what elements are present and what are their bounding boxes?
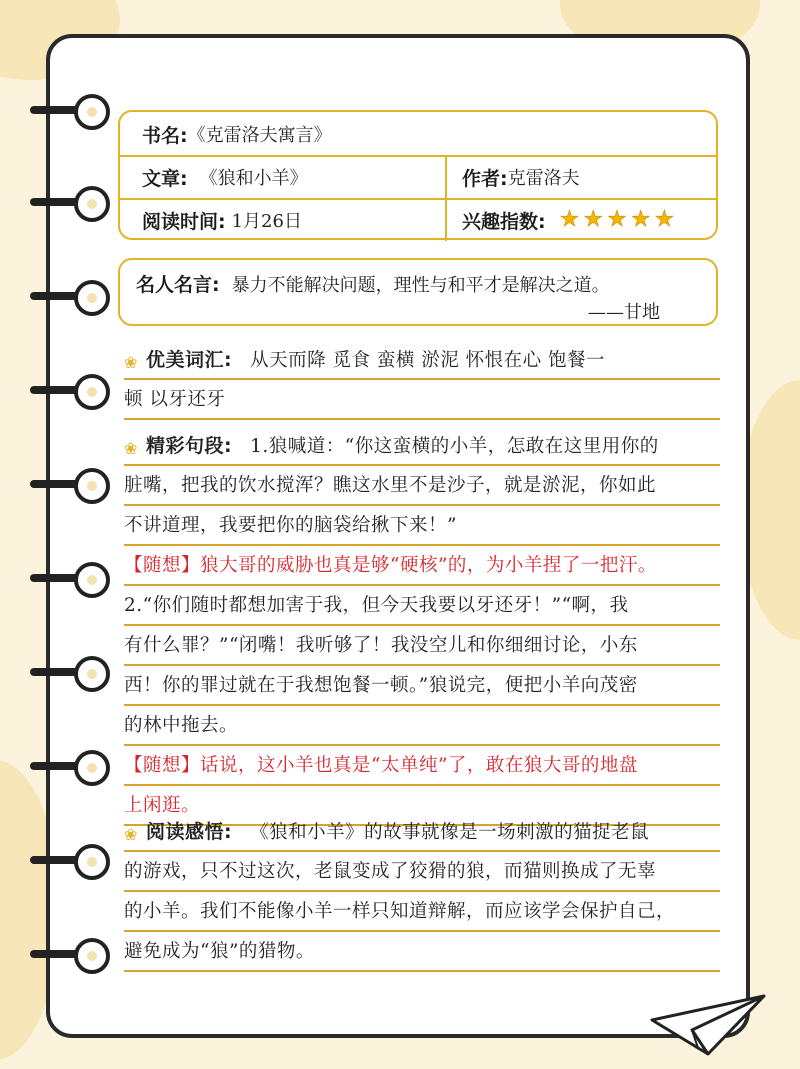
spiral-ring <box>30 278 114 318</box>
reflection-section <box>124 812 720 972</box>
article-label: 文章: <box>142 167 188 190</box>
book-title-row <box>142 113 332 155</box>
spiral-ring <box>30 560 114 600</box>
sentence-line: 脏嘴，把我的饮水搅浑？瞧这水里不是沙子，就是淤泥，你如此 <box>124 466 720 506</box>
famous-quote-box <box>118 258 718 326</box>
book-label: 书名: <box>142 124 188 147</box>
reflection-line: 避免成为“狼”的猎物。 <box>124 932 720 972</box>
vocab-label: 优美词汇: <box>146 349 233 371</box>
flower-icon: ❀ <box>124 439 138 458</box>
sentences-label: 精彩句段: <box>146 435 233 457</box>
quote-label: 名人名言: <box>136 274 220 296</box>
quote-author: ——甘地 <box>588 302 660 323</box>
time-cell <box>142 199 302 241</box>
book-value: 《克雷洛夫寓言》 <box>187 125 332 146</box>
author-cell <box>462 156 580 198</box>
spiral-ring <box>30 748 114 788</box>
star-icon: ★ <box>607 207 627 232</box>
sentences-section <box>124 426 720 826</box>
spiral-ring <box>30 184 114 224</box>
vocab-text: 从天而降 觅食 蛮横 淤泥 怀恨在心 饱餐一 <box>250 350 606 371</box>
interest-cell <box>462 199 674 241</box>
reflection-text: 《狼和小羊》的故事就像是一场刺激的猫捉老鼠 <box>250 822 650 843</box>
author-label: 作者: <box>462 167 508 190</box>
vocab-section <box>124 340 720 420</box>
sentence-line: 的林中拖去。 <box>124 706 720 746</box>
spiral-ring <box>30 842 114 882</box>
spiral-ring <box>30 936 114 976</box>
flower-icon: ❀ <box>124 353 138 372</box>
thought-line: 【随想】话说，这小羊也真是“太单纯”了，敢在狼大哥的地盘 <box>124 746 720 786</box>
thought-line: 上闲逛。 <box>124 786 720 826</box>
quote-text: 暴力不能解决问题，理性与和平才是解决之道。 <box>231 274 610 296</box>
vocab-line <box>124 340 720 380</box>
reflection-line <box>124 812 720 852</box>
sentence-line <box>124 426 720 466</box>
sentence-line: 西！你的罪过就在于我想饱餐一顿。”狼说完，便把小羊向茂密 <box>124 666 720 706</box>
thought-line: 【随想】狼大哥的威胁也真是够“硬核”的，为小羊捏了一把汗。 <box>124 546 720 586</box>
article-value: 《狼和小羊》 <box>199 168 308 189</box>
spiral-ring <box>30 466 114 506</box>
sentence-text: 1.狼喊道：“你这蛮横的小羊，怎敢在这里用你的 <box>250 436 659 457</box>
interest-rating <box>560 209 675 231</box>
star-icon: ★ <box>654 207 675 232</box>
reading-time-label: 阅读时间: <box>142 210 226 233</box>
sentence-line: 不讲道理，我要把你的脑袋给揪下来！” <box>124 506 720 546</box>
reflection-line: 的游戏，只不过这次，老鼠变成了狡猾的狼，而猫则换成了无辜 <box>124 852 720 892</box>
flower-icon: ❀ <box>124 825 138 844</box>
reading-time-value: 1月26日 <box>231 211 302 232</box>
author-value: 克雷洛夫 <box>507 168 580 189</box>
reflection-label: 阅读感悟: <box>146 821 233 843</box>
article-cell <box>142 156 308 198</box>
spiral-ring <box>30 654 114 694</box>
sentence-line: 2.“你们随时都想加害于我，但今天我要以牙还牙！”“啊，我 <box>124 586 720 626</box>
star-icon: ★ <box>559 207 580 232</box>
star-icon: ★ <box>630 207 651 232</box>
reflection-line: 的小羊。我们不能像小羊一样只知道辩解，而应该学会保护自己， <box>124 892 720 932</box>
interest-label: 兴趣指数: <box>462 210 546 233</box>
sentence-line: 有什么罪？”“闭嘴！我听够了！我没空儿和你细细讨论，小东 <box>124 626 720 666</box>
book-info-box <box>118 110 718 240</box>
vocab-line: 顿 以牙还牙 <box>124 380 720 420</box>
spiral-ring <box>30 372 114 412</box>
star-icon: ★ <box>583 207 604 232</box>
spiral-ring <box>30 92 114 132</box>
paper-plane-icon <box>648 990 768 1060</box>
